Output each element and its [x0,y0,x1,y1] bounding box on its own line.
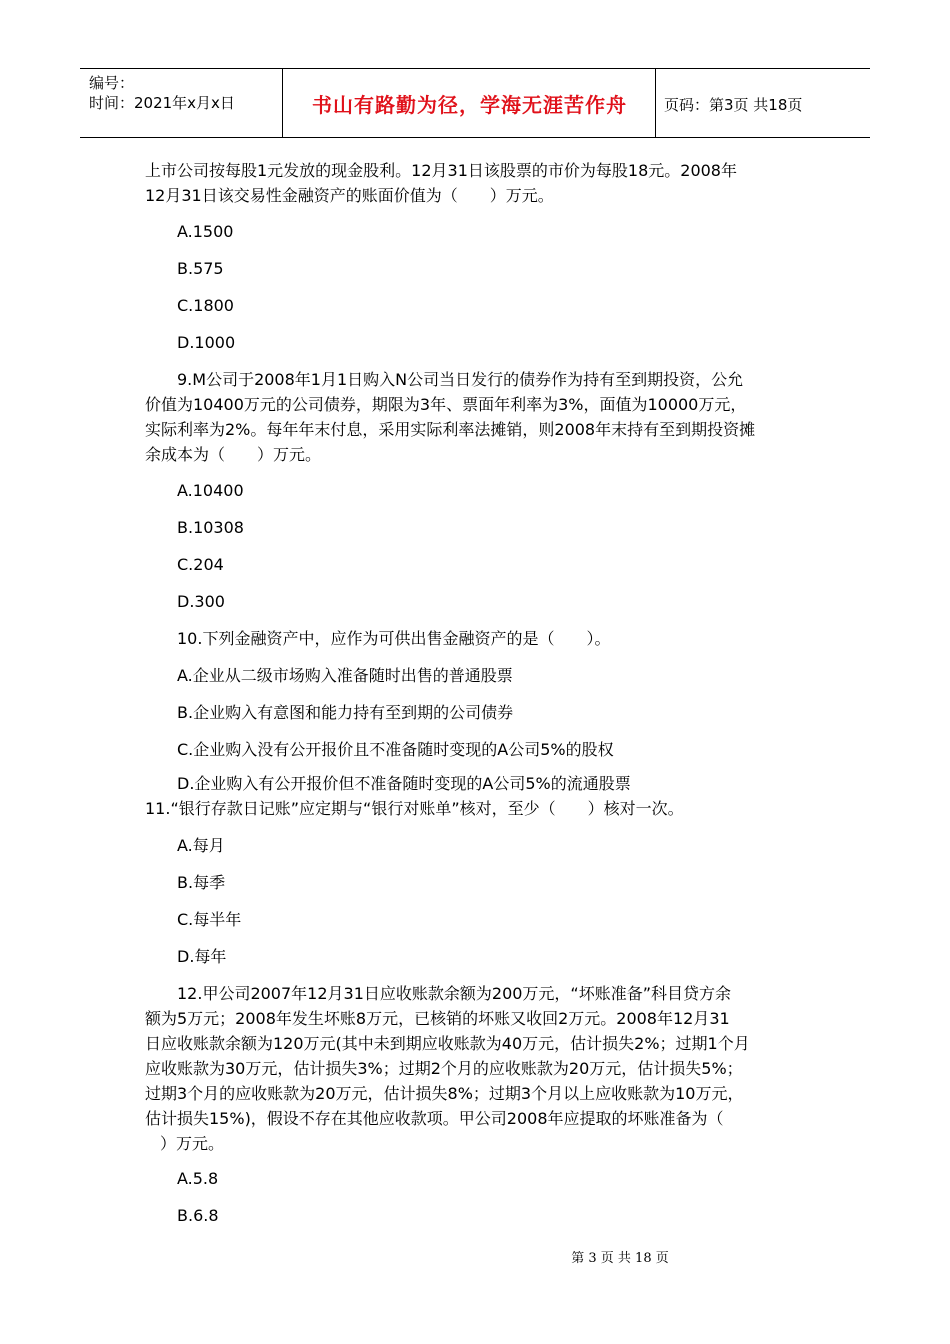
header-page-info: 页码：第3页 共18页 [664,96,803,114]
option-line: B.企业购入有意图和能力持有至到期的公司债券 [177,703,514,722]
option-line: B.575 [177,259,224,278]
question-line: 9.M公司于2008年1月1日购入N公司当日发行的债券作为持有至到期投资，公允 [177,370,744,389]
option-line: D.每年 [177,947,227,966]
option-line: C.204 [177,555,224,574]
option-line: A.每月 [177,836,225,855]
option-line: A.企业从二级市场购入准备随时出售的普通股票 [177,666,513,685]
header-motto: 书山有路勤为径，学海无涯苦作舟 [312,93,627,117]
text-line: 过期3个月的应收账款为20万元，估计损失8%；过期3个月以上应收账款为10万元， [145,1084,744,1103]
option-line: B.每季 [177,873,226,892]
header-meta [89,73,235,113]
page-footer: 第 3 页 共 18 页 [571,1251,669,1266]
option-line: D.企业购入有公开报价但不准备随时变现的A公司5%的流通股票 [177,774,631,793]
question-line: 11.“银行存款日记账”应定期与“银行对账单”核对，至少（ ）核对一次。 [145,799,684,818]
option-line: B.6.8 [177,1206,219,1225]
option-line: A.5.8 [177,1169,219,1188]
document-time-label: 时间：2021年x月x日 [89,94,235,112]
option-line: C.每半年 [177,910,242,929]
option-line: C.1800 [177,296,234,315]
text-line: 应收账款为30万元，估计损失3%；过期2个月的应收账款为20万元，估计损失5%； [145,1059,743,1078]
text-line: 额为5万元；2008年发生坏账8万元，已核销的坏账又收回2万元。2008年12月31 [145,1009,730,1028]
option-line: A.10400 [177,481,244,500]
option-line: C.企业购入没有公开报价且不准备随时变现的A公司5%的股权 [177,740,614,759]
option-line: D.300 [177,592,225,611]
option-line: B.10308 [177,518,244,537]
document-number-label: 编号： [89,74,135,92]
question-line: 10.下列金融资产中，应作为可供出售金融资产的是（ ）。 [177,629,611,648]
header-divider-right [655,69,656,137]
text-line: 余成本为（ ）万元。 [145,445,322,464]
text-line: 12月31日该交易性金融资产的账面价值为（ ）万元。 [145,186,554,205]
text-line: 价值为10400万元的公司债券，期限为3年、票面年利率为3%，面值为10000万元， [145,395,747,414]
question-line: 12.甲公司2007年12月31日应收账款余额为200万元，“坏账准备”科目贷方余 [177,984,732,1003]
text-line: 上市公司按每股1元发放的现金股利。12月31日该股票的市价为每股18元。2008年 [145,161,737,180]
text-line: 日应收账款余额为120万元(其中未到期应收账款为40万元，估计损失2%；过期1个月 [145,1034,750,1053]
text-line: 估计损失15%)，假设不存在其他应收款项。甲公司2008年应提取的坏账准备为（ [145,1109,724,1128]
page-header [80,68,870,138]
option-line: A.1500 [177,222,234,241]
text-line: ）万元。 [160,1134,225,1153]
option-line: D.1000 [177,333,236,352]
text-line: 实际利率为2%。每年年末付息，采用实际利率法摊销，则2008年末持有至到期投资摊 [145,420,756,439]
